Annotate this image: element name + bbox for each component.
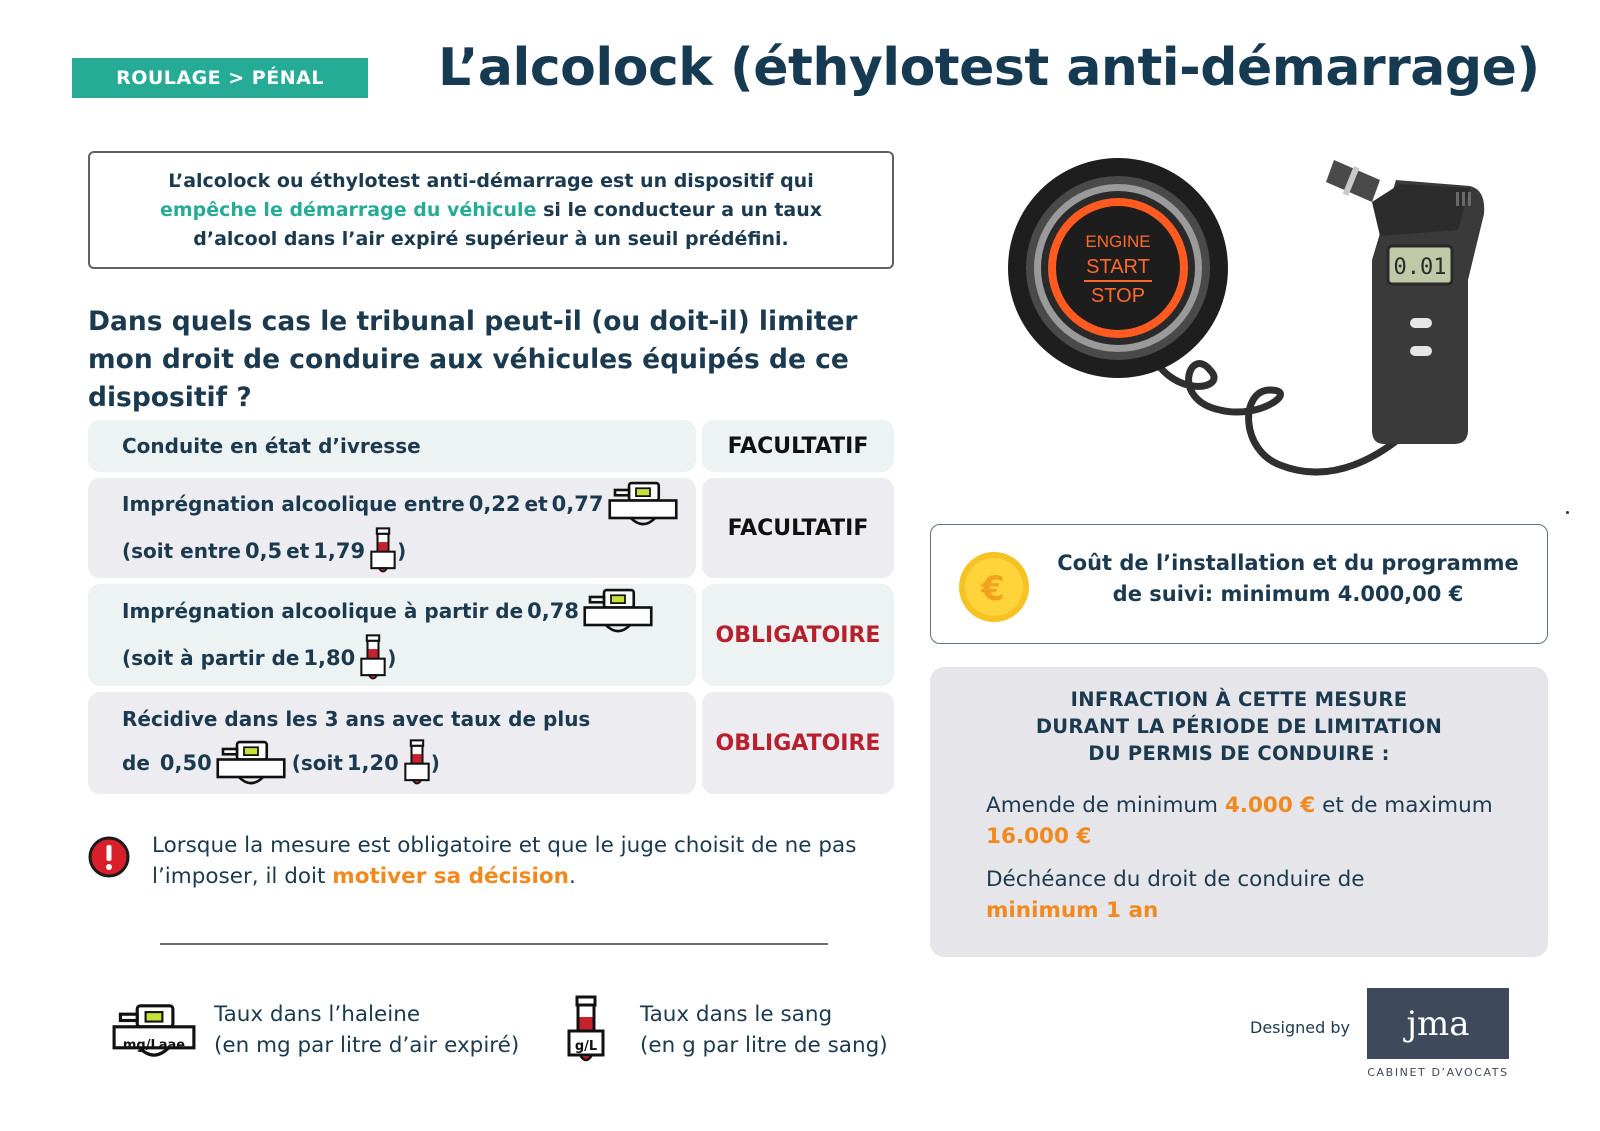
blood-legend-unit: g/L <box>574 1039 598 1054</box>
legend-breath-line2: (en mg par litre d’air expiré) <box>214 1033 520 1058</box>
intro-part2: si le conducteur a un taux d’alcool dans l’air expiré supérieur à un seuil prédéfini. <box>193 198 823 250</box>
decorative-dot <box>1566 511 1569 514</box>
legend-breath-line1: Taux dans l’haleine <box>214 1002 421 1027</box>
blood-unit-icon <box>403 739 431 787</box>
infraction-title-line1: INFRACTION À CETTE MESURE <box>1070 688 1408 711</box>
row2-line2 <box>122 527 696 575</box>
device-display: 0.01 <box>1393 255 1447 280</box>
logo-subtitle: CABINET D’AVOCATS <box>1367 1066 1509 1079</box>
breath-unit-icon <box>216 740 286 786</box>
jma-logo: jma <box>1367 988 1509 1059</box>
infraction-ban <box>986 864 1526 926</box>
breath-unit-icon <box>608 481 678 527</box>
row3-status: OBLIGATOIRE <box>702 584 894 686</box>
button-line3: STOP <box>1090 285 1146 307</box>
row3-b1: 1,80 <box>303 646 356 670</box>
legend-breath-text <box>214 999 519 1061</box>
legend-blood-line2: (en g par litre de sang) <box>640 1033 888 1058</box>
category-tag: ROULAGE > PÉNAL <box>72 58 368 98</box>
designed-by: Designed by <box>1250 1018 1350 1037</box>
cost-text <box>1038 548 1538 610</box>
blood-unit-icon <box>359 634 387 682</box>
infraction-title <box>930 686 1548 767</box>
row4-b1: 1,20 <box>346 751 399 775</box>
warning-end: . <box>568 864 576 889</box>
row2-b2: 1,79 <box>313 539 366 563</box>
row1-status: FACULTATIF <box>702 420 894 472</box>
row2-status: FACULTATIF <box>702 478 894 578</box>
row2-close: ) <box>397 539 407 563</box>
row3-v1: 0,78 <box>527 599 579 623</box>
intro-highlight: empêche le démarrage du véhicule <box>159 198 537 221</box>
table-row-drunk-driving <box>88 420 696 472</box>
infraction-title-line3: DU PERMIS DE CONDUIRE : <box>1088 742 1390 765</box>
row4-mid: (soit <box>291 751 343 775</box>
row4-status: OBLIGATOIRE <box>702 692 894 794</box>
blood-unit-icon <box>369 527 397 575</box>
breath-legend-icon <box>112 1003 196 1059</box>
row2-b1: 0,5 <box>244 539 283 563</box>
row3-line1 <box>122 588 696 634</box>
row3-line2 <box>122 634 696 682</box>
warning-text <box>152 830 912 892</box>
row2-v1: 0,22 <box>468 492 521 516</box>
button-line2: START <box>1086 256 1150 278</box>
fine-part1: Amende de minimum <box>986 793 1218 818</box>
row3-prefix: Imprégnation alcoolique à partir de <box>122 599 524 623</box>
row2-line2-prefix: (soit entre <box>122 539 241 563</box>
cost-line1: Coût de l’installation et du programme <box>1057 551 1519 575</box>
button-line1: ENGINE <box>1085 232 1151 251</box>
table-row-impregnation-high <box>88 584 696 686</box>
section-question: Dans quels cas le tribunal peut-il (ou doit-il) limiter mon droit de conduire aux véhicules équipés de ce dispositif ? <box>88 306 858 413</box>
euro-coin-icon <box>958 551 1030 623</box>
blood-legend-icon <box>566 995 606 1065</box>
engine-start-button <box>1008 158 1228 378</box>
warning-icon <box>88 836 130 878</box>
table-row-impregnation-range <box>88 478 696 578</box>
table-row-recidivism <box>88 692 696 794</box>
page-title: L’alcolock (éthylotest anti-démarrage) <box>438 38 1540 98</box>
row3-line2-prefix: (soit à partir de <box>122 646 300 670</box>
row2-line1 <box>122 481 696 527</box>
breath-legend-unit: mg/Laae <box>122 1038 186 1053</box>
alcolock-illustration <box>1000 140 1540 500</box>
coin-symbol: € <box>981 569 1005 609</box>
row4-line1: Récidive dans les 3 ans avec taux de plus <box>122 707 591 731</box>
intro-box <box>88 151 894 269</box>
row1-text: Conduite en état d’ivresse <box>122 434 421 458</box>
intro-part1: L’alcolock ou éthylotest anti-démarrage est un dispositif qui <box>168 169 814 192</box>
row4-line2 <box>122 739 696 787</box>
fine-part2: et de maximum <box>1322 793 1493 818</box>
divider <box>160 943 828 945</box>
row2-prefix: Imprégnation alcoolique entre <box>122 492 465 516</box>
row2-and: et <box>524 492 548 516</box>
breath-unit-icon <box>583 588 653 634</box>
row4-close: ) <box>430 751 440 775</box>
row3-close: ) <box>387 646 397 670</box>
row2-v2: 0,77 <box>551 492 604 516</box>
ban-value: minimum 1 an <box>986 898 1159 923</box>
intro-text <box>130 167 852 254</box>
cost-line2: de suivi: minimum 4.000,00 € <box>1112 582 1464 606</box>
ban-part1: Déchéance du droit de conduire de <box>986 867 1365 892</box>
row4-prefix: de <box>122 751 150 775</box>
row2-and2: et <box>286 539 310 563</box>
warning-highlight: motiver sa décision <box>332 864 569 889</box>
warning-part1: Lorsque la mesure est obligatoire et que le juge choisit de ne pas l’imposer, il doit <box>152 833 857 889</box>
legend-blood-text <box>640 999 888 1061</box>
legend-blood-line1: Taux dans le sang <box>640 1002 833 1027</box>
fine-max: 16.000 € <box>986 824 1092 849</box>
row4-v1: 0,50 <box>159 751 212 775</box>
infraction-title-line2: DURANT LA PÉRIODE DE LIMITATION <box>1035 715 1443 738</box>
breathalyzer-device <box>1326 160 1484 444</box>
fine-min: 4.000 € <box>1224 793 1316 818</box>
infraction-fine <box>986 790 1526 852</box>
